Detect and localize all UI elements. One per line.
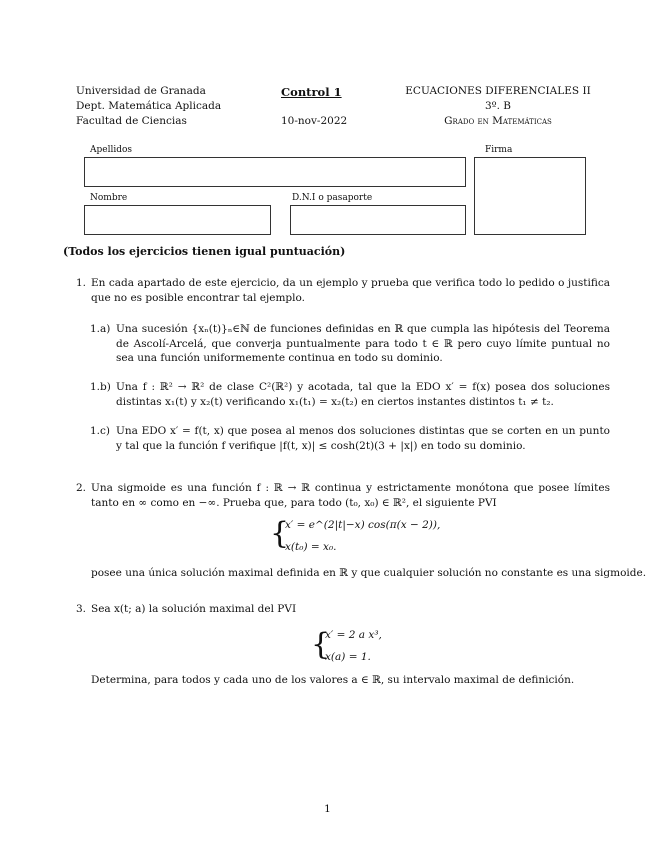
page-number: 1: [324, 803, 331, 815]
exercise-2-conclusion: posee una única solución maximal definida en ℝ y que cualquier solución no constante es una sigmoide.: [91, 567, 647, 579]
exercise-3-equation-2: x(a) = 1.: [325, 651, 371, 663]
surname-field[interactable]: [84, 157, 466, 187]
faculty-name: Facultad de Ciencias: [76, 115, 187, 127]
exercise-3-conclusion: Determina, para todos y cada uno de los valores a ∈ ℝ, su intervalo maximal de definición.: [91, 674, 575, 686]
exercise-2-text: Una sigmoide es una función f : ℝ → ℝ continua y estrictamente monótona que posee límites tanto en ∞ como en −∞. Prueba que, para todo (t₀, x₀) ∈ ℝ², el siguiente PVI: [91, 482, 610, 509]
exercise-2-brace: {: [270, 516, 290, 551]
degree-name: Grado en Matemáticas: [444, 115, 552, 127]
name-label: Nombre: [90, 193, 128, 203]
exercise-3-text: Sea x(t; a) la solución maximal del PVI: [91, 603, 297, 615]
id-field[interactable]: [290, 205, 466, 235]
id-label: D.N.I o pasaporte: [292, 193, 373, 203]
university-name: Universidad de Granada: [76, 85, 206, 97]
exercise-2-equation-1: x′ = e^(2|t|−x) cos(π(x − 2)),: [285, 519, 441, 531]
exercise-3-number: 3.: [76, 603, 87, 615]
name-field[interactable]: [84, 205, 271, 235]
course-name: ECUACIONES DIFERENCIALES II: [405, 85, 591, 97]
exercise-1a-label: 1.a): [90, 323, 111, 335]
exercise-1c-text: Una EDO x′ = f(t, x) que posea al menos dos soluciones distintas que se corten en un punto y tal que la función f verifique |f(t, x)| ≤ cosh(2t)(3 + |x|) en todo su dominio.: [116, 425, 610, 452]
exercise-1c-label: 1.c): [90, 425, 110, 437]
exercise-2-number: 2.: [76, 482, 87, 494]
signature-field[interactable]: [474, 157, 586, 235]
instructions: (Todos los ejercicios tienen igual puntuación): [63, 245, 346, 258]
exercise-2-equation-2: x(t₀) = x₀.: [285, 541, 337, 553]
exercise-1-number: 1.: [76, 277, 87, 289]
surname-label: Apellidos: [90, 145, 133, 155]
signature-label: Firma: [485, 145, 513, 155]
exercise-1-intro: En cada apartado de este ejercicio, da un ejemplo y prueba que verifica todo lo pedido o justifica que no es posible encontrar tal ejemplo.: [91, 277, 610, 304]
exercise-1a-text: Una sucesión {xₙ(t)}ₙ∈ℕ de funciones definidas en ℝ que cumpla las hipótesis del Teorema de Ascolí-Arcelá, que converja puntualmente para todo t ∈ ℝ pero cuyo límite puntual no sea una función uniformemente continua en todo su dominio.: [116, 323, 610, 365]
exercise-3-equation-1: x′ = 2 a x³,: [325, 629, 382, 641]
department-name: Dept. Matemática Aplicada: [76, 100, 222, 112]
exercise-1b-text: Una f : ℝ² → ℝ² de clase C²(ℝ²) y acotada, tal que la EDO x′ = f(x) posea dos soluciones distintas x₁(t) y x₂(t) verificando x₁(t₁) = x₂(t₂) en ciertos instantes distintos t₁ ≠ t₂.: [116, 381, 610, 408]
exercise-1b-label: 1.b): [90, 381, 111, 393]
exercise-3-brace: {: [311, 627, 331, 662]
year-group: 3º. B: [484, 100, 511, 112]
exam-title: Control 1: [281, 85, 342, 99]
exam-date: 10-nov-2022: [281, 115, 348, 127]
